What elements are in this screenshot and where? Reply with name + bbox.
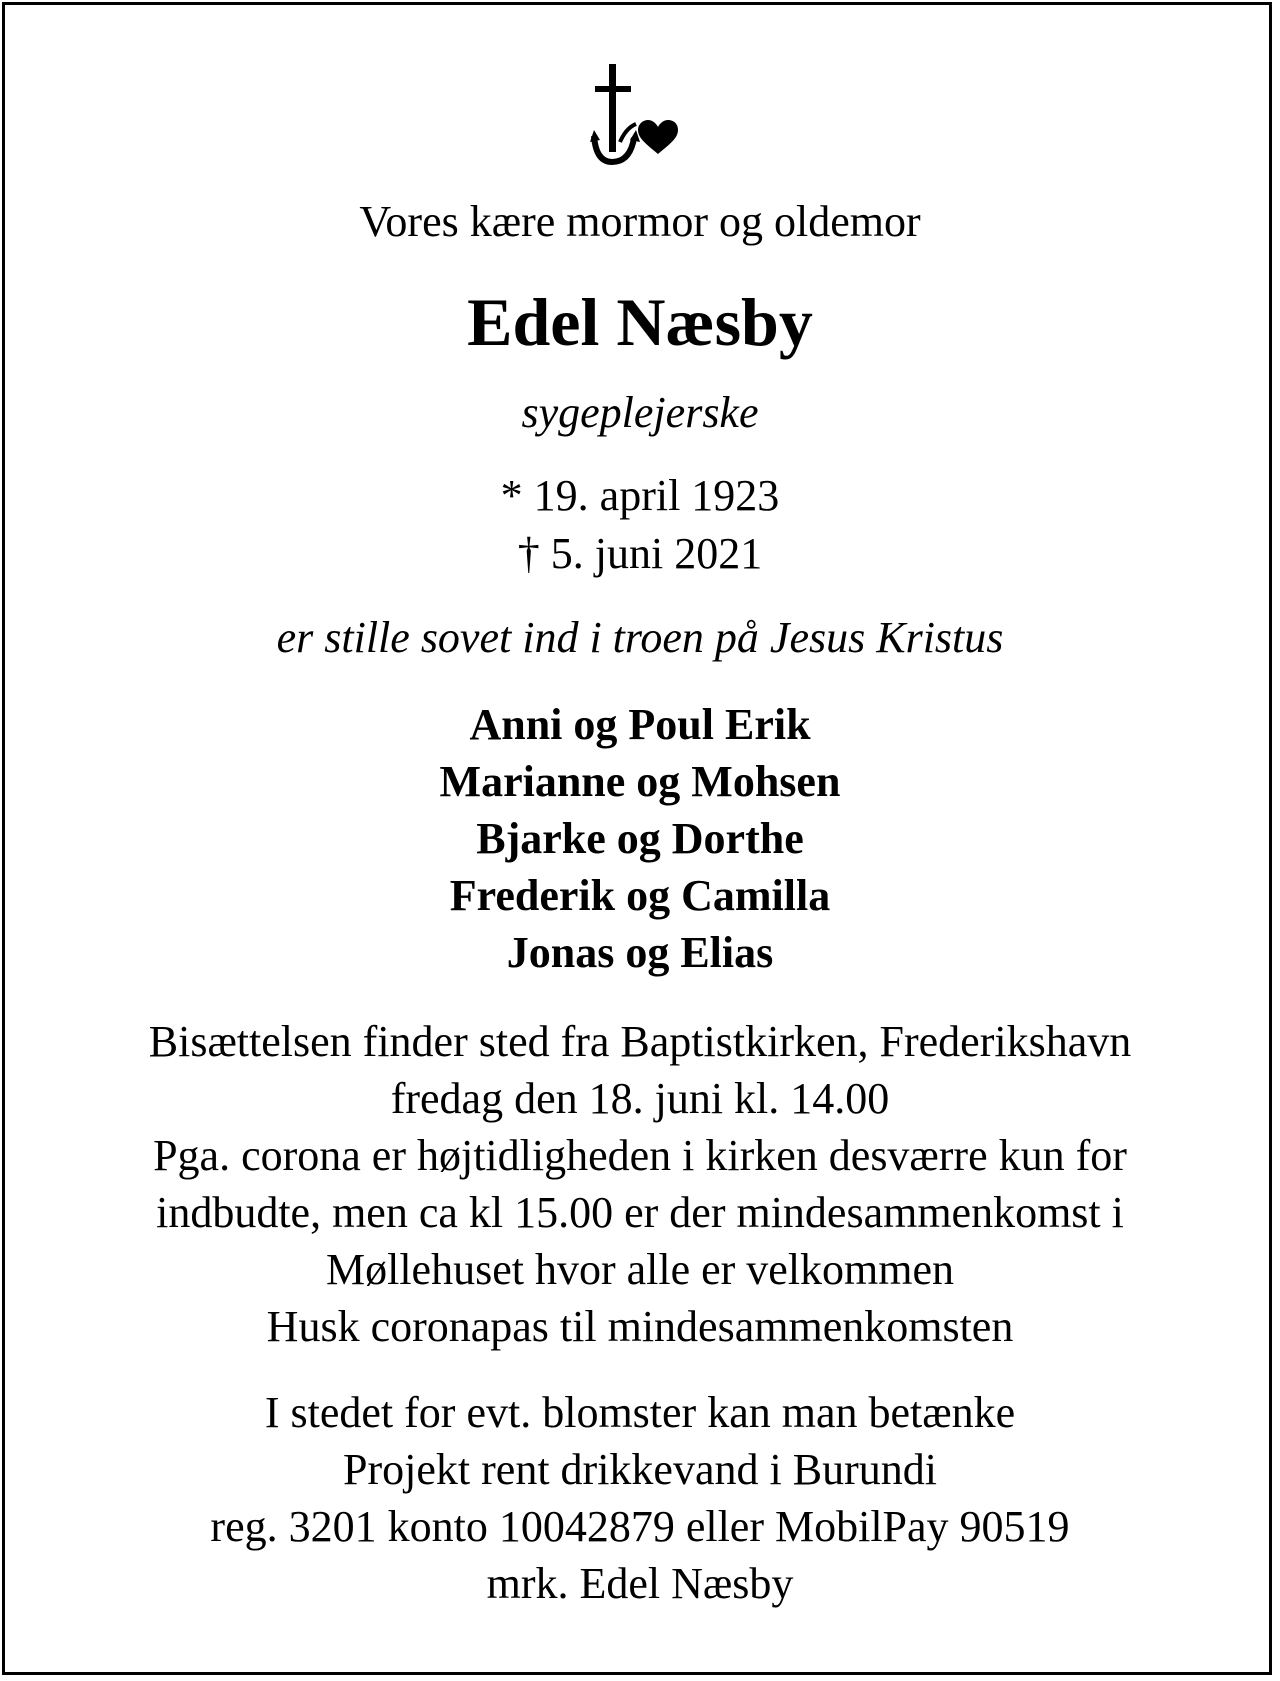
family-member: Bjarke og Dorthe xyxy=(476,814,804,863)
family-member: Anni og Poul Erik xyxy=(469,700,811,749)
family-member: Marianne og Mohsen xyxy=(439,757,841,806)
profession-text: sygeplejerske xyxy=(521,388,759,437)
donation-line: reg. 3201 konto 10042879 eller MobilPay 90519 xyxy=(210,1502,1070,1551)
deceased-name: Edel Næsby xyxy=(467,284,813,360)
donation-line: I stedet for evt. blomster kan man betænke xyxy=(264,1388,1016,1437)
intro-text: Vores kære mormor og oldemor xyxy=(359,197,921,246)
service-line: Møllehuset hvor alle er velkommen xyxy=(325,1245,955,1294)
birth-date: * 19. april 1923 xyxy=(500,471,780,520)
service-line: Pga. corona er højtidligheden i kirken desværre kun for xyxy=(153,1131,1127,1180)
service-line: fredag den 18. juni kl. 14.00 xyxy=(390,1074,890,1123)
donation-info xyxy=(0,1384,1280,1612)
death-date: † 5. juni 2021 xyxy=(517,529,763,578)
donation-line: Projekt rent drikkevand i Burundi xyxy=(343,1445,937,1494)
family-list xyxy=(0,696,1280,981)
faith-text: er stille sovet ind i troen på Jesus Kristus xyxy=(276,613,1004,662)
family-member: Jonas og Elias xyxy=(506,928,774,977)
service-line: Bisættelsen finder sted fra Baptistkirken, Frederikshavn xyxy=(148,1017,1132,1066)
cross-anchor-heart-icon xyxy=(590,62,690,172)
service-info xyxy=(0,1013,1280,1355)
service-line: indbudte, men ca kl 15.00 er der mindesammenkomst i xyxy=(156,1188,1124,1237)
service-line: Husk coronapas til mindesammenkomsten xyxy=(266,1302,1014,1351)
family-member: Frederik og Camilla xyxy=(449,871,831,920)
donation-line: mrk. Edel Næsby xyxy=(486,1559,794,1608)
